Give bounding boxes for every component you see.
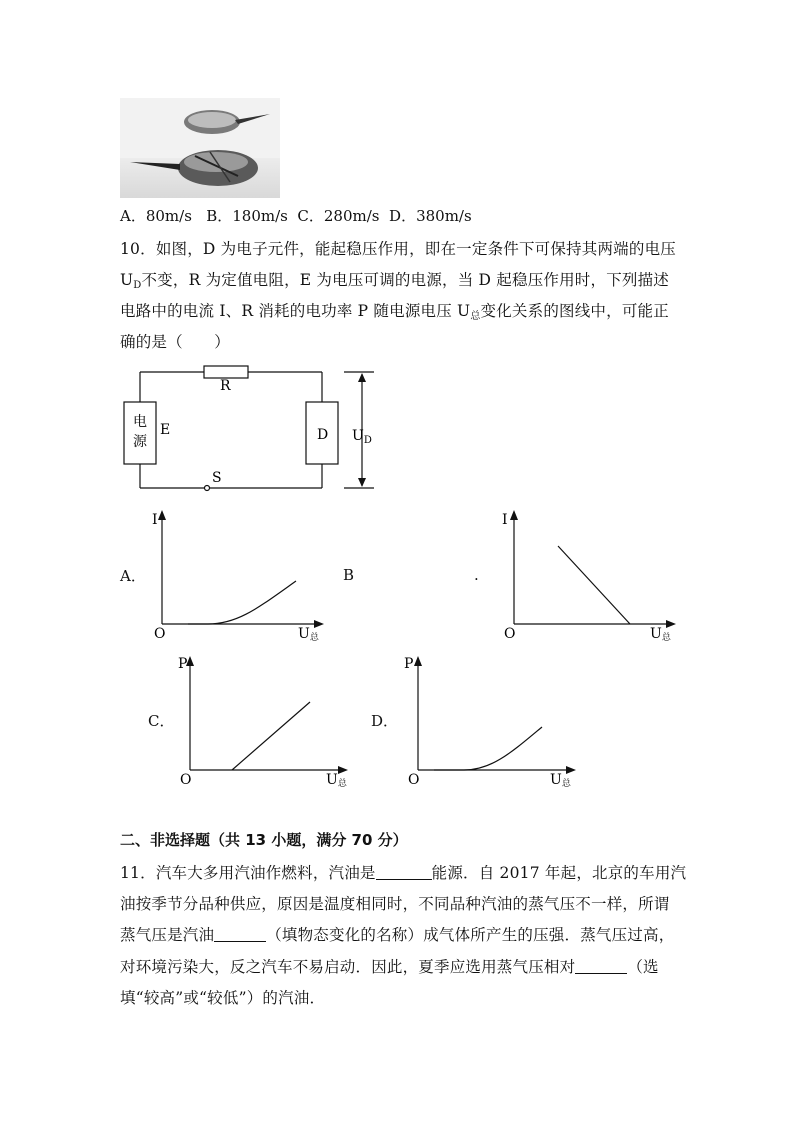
q11-line1: 11．汽车大多用汽油作燃料，汽油是 能源．自 2017 年起，北京的车用汽 xyxy=(120,864,687,882)
switch-contact xyxy=(205,486,210,491)
option-d: D．380m/s xyxy=(389,207,472,225)
section-heading: 二、非选择题（共 13 小题，满分 70 分） xyxy=(120,831,408,849)
origin-label: O xyxy=(180,772,192,788)
y-axis-label: P xyxy=(404,656,414,672)
q10-line3: 电路中的电流 I、R 消耗的电功率 P 随电源电压 $U_总$变化关系的图线中，可能正 xyxy=(120,302,669,322)
q9-options xyxy=(120,207,472,226)
label-r: R xyxy=(220,378,231,394)
y-axis-label: I xyxy=(152,512,158,528)
q10-line2: $U_D$不变，R 为定值电阻，E 为电压可调的电源，当 D 起稳压作用时，下列描述 xyxy=(120,271,670,291)
x-axis-label: U总 xyxy=(550,772,571,789)
x-axis-label: U总 xyxy=(326,772,347,789)
label-source-bottom: 源 xyxy=(133,434,147,450)
option-a-label: A． xyxy=(120,567,146,585)
x-axis-label: U总 xyxy=(650,626,671,643)
y-axis-label: P xyxy=(178,656,188,672)
answer-blank-2[interactable] xyxy=(214,927,266,942)
power-source xyxy=(124,402,156,464)
resistor xyxy=(204,366,248,378)
option-b-dot: . xyxy=(474,566,479,584)
label-d: D xyxy=(317,427,329,443)
option-d-label: D． xyxy=(371,712,399,730)
q11-line5: 填“较高”或“较低”）的汽油． xyxy=(120,989,326,1007)
q11-line4: 对环境污染大，反之汽车不易启动．因此，夏季应选用蒸气压相对 （选 xyxy=(120,958,659,976)
option-b-label: B xyxy=(343,566,355,584)
q10-line1: 10．如图，D 为电子元件，能起稳压作用，即在一定条件下可保持其两端的电压 xyxy=(120,240,676,258)
q11-line3: 蒸气压是汽油 （填物态变化的名称）成气体所产生的压强．蒸气压过高， xyxy=(120,926,675,944)
graph-b xyxy=(500,506,680,644)
line-c xyxy=(232,702,310,770)
option-b: B．180m/s xyxy=(206,207,288,225)
graph-d xyxy=(404,652,584,790)
x-axis-label: U总 xyxy=(298,626,319,643)
y-axis-label: I xyxy=(502,512,508,528)
label-s: S xyxy=(212,470,222,486)
label-ud: $U_D$ xyxy=(352,428,372,446)
graph-a xyxy=(148,506,328,644)
q10-line4: 确的是（ ） xyxy=(120,333,230,351)
line-b xyxy=(558,546,630,624)
curve-a xyxy=(188,581,296,624)
option-a: A．80m/s xyxy=(120,207,192,225)
origin-label: O xyxy=(504,626,516,642)
origin-label: O xyxy=(408,772,420,788)
answer-blank-3[interactable] xyxy=(575,959,627,974)
label-source-top: 电 xyxy=(133,414,147,430)
curve-d xyxy=(434,727,542,770)
q11-line2: 油按季节分品种供应，原因是温度相同时，不同品种汽油的蒸气压不一样，所谓 xyxy=(120,895,670,913)
answer-blank-1[interactable] xyxy=(376,865,432,880)
bullet-photo xyxy=(120,98,280,198)
graph-c xyxy=(176,652,356,790)
origin-label: O xyxy=(154,626,166,642)
label-e: E xyxy=(160,422,171,438)
option-c: C．280m/s xyxy=(297,207,380,225)
circuit-diagram xyxy=(118,362,388,494)
option-c-label: C． xyxy=(148,712,175,730)
